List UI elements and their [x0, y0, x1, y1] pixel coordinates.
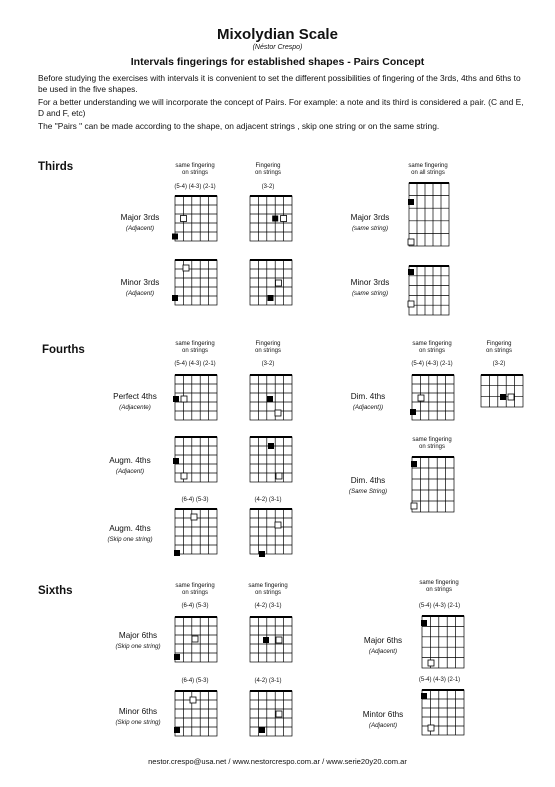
filled-square-marker — [411, 461, 417, 467]
fretboard-grid — [481, 375, 523, 407]
fretboard-grid — [412, 457, 454, 512]
filled-square-marker — [421, 693, 427, 699]
filled-square-marker — [172, 295, 178, 301]
fretboard-grid — [250, 509, 292, 554]
fretboard-grid — [250, 617, 292, 662]
fretboard-diagram — [250, 375, 292, 420]
open-square-marker — [192, 636, 198, 642]
label-skip-one-string: (Skip one string) — [115, 719, 161, 726]
label-dim-4ths: Dim. 4ths — [350, 392, 386, 401]
filled-square-marker — [174, 550, 180, 556]
page-title: Mixolydian Scale — [217, 26, 338, 43]
header-same-fingering: same fingering on strings — [248, 583, 288, 596]
open-square-marker — [276, 637, 282, 643]
fretboard-diagram — [175, 509, 217, 554]
filled-square-marker — [263, 637, 269, 643]
header-fingering: Fingering on strings — [485, 341, 512, 354]
label-same-string: (Same String) — [348, 488, 388, 495]
string-set-label: (3-2) — [261, 361, 275, 367]
open-square-marker — [190, 697, 196, 703]
header-same-fingering: same fingering on strings — [412, 437, 452, 450]
open-square-marker — [275, 410, 281, 416]
header-fingering: Fingering on strings — [254, 341, 281, 354]
filled-square-marker — [173, 458, 179, 464]
label-minor-3rds: Minor 3rds — [120, 278, 160, 287]
header-same-fingering: same fingering on strings — [412, 341, 452, 354]
footer-contact: nestor.crespo@usa.net / www.nestorcrespo.com.ar / www.serie20y20.com.ar — [148, 757, 407, 766]
section-fourths: Fourths — [42, 344, 85, 356]
filled-square-marker — [174, 727, 180, 733]
fretboard-diagram — [175, 437, 217, 482]
fretboard-grid — [409, 183, 449, 246]
header-same-fingering: same fingering on strings — [175, 341, 215, 354]
header-same-fingering: same fingering on strings — [419, 580, 459, 593]
intro-paragraph-1: Before studying the exercises with intervals it is convenient to set the different possibilities of fingering of the 3rds, 4ths and 6ths to be used in the five shapes. — [38, 73, 521, 94]
fretboard-grid — [175, 260, 217, 305]
fretboard-grid — [250, 691, 292, 736]
fretboard-diagram — [175, 617, 217, 662]
fretboard-diagram — [412, 375, 454, 420]
label-minor-3rds: Minor 3rds — [350, 278, 390, 287]
label-mintor-6ths: Mintor 6ths — [362, 710, 404, 719]
open-square-marker — [428, 660, 434, 666]
string-set-label: (6-4) (5-3) — [181, 678, 209, 684]
string-set-label: (4-2) (3-1) — [254, 497, 282, 503]
string-set-label: (6-4) (5-3) — [181, 497, 209, 503]
filled-square-marker — [408, 199, 414, 205]
open-square-marker — [428, 725, 434, 731]
header-same-fingering: same fingering on strings — [175, 583, 215, 596]
string-set-label: (3-2) — [492, 361, 506, 367]
fretboard-diagram — [250, 509, 292, 554]
author: (Néstor Crespo) — [252, 44, 303, 51]
intro-paragraph-3: The "Pairs " can be made according to the shape, on adjacent strings , skip one string or on the same string. — [38, 121, 440, 131]
fretboard-diagram — [481, 375, 523, 407]
open-square-marker — [408, 301, 414, 307]
string-set-label: (5-4) (4-3) (2-1) — [418, 677, 461, 683]
filled-square-marker — [173, 396, 179, 402]
label-minor-6ths: Minor 6ths — [118, 707, 158, 716]
fretboard-diagram — [422, 690, 464, 735]
label-skip-one-string: (Skip one string) — [115, 643, 161, 650]
label-dim-4ths: Dim. 4ths — [350, 476, 386, 485]
fretboard-diagram — [175, 196, 217, 241]
open-square-marker — [181, 396, 187, 402]
label-major-6ths: Major 6ths — [118, 631, 158, 640]
fretboard-diagram — [175, 375, 217, 420]
label-major-3rds: Major 3rds — [120, 213, 160, 222]
label-adjacent: (Adjacent) — [368, 722, 398, 729]
section-sixths: Sixths — [38, 585, 73, 597]
fretboard-diagram — [409, 266, 449, 315]
string-set-label: (5-4) (4-3) (2-1) — [174, 361, 216, 367]
label-major-6ths: Major 6ths — [363, 636, 403, 645]
fretboard-diagram — [175, 260, 217, 305]
page-subtitle: Intervals fingerings for established shapes - Pairs Concept — [130, 56, 425, 68]
filled-square-marker — [410, 409, 416, 415]
open-square-marker — [275, 522, 281, 528]
filled-square-marker — [500, 394, 506, 400]
header-same-fingering: same fingering on strings — [175, 163, 215, 176]
open-square-marker — [191, 514, 197, 520]
filled-square-marker — [268, 443, 274, 449]
string-set-label: (5-4) (4-3) (2-1) — [418, 603, 461, 609]
fretboard-diagram — [412, 457, 454, 512]
open-square-marker — [276, 280, 282, 286]
intro-paragraph-2: For a better understanding we will incorporate the concept of Pairs. For example: a note and its third is considered a pair. (C and E, D and F, etc) — [38, 97, 524, 118]
label-perfect-4ths: Perfect 4ths — [113, 392, 157, 401]
label-adjacent: (Adjacent) — [125, 225, 155, 232]
fretboard-diagram — [250, 691, 292, 736]
label-same-string: (same string) — [351, 290, 389, 297]
fretboard-diagram — [409, 183, 449, 246]
fretboard-grid — [409, 266, 449, 315]
header-fingering: Fingering on strings — [254, 163, 281, 176]
section-thirds: Thirds — [38, 161, 74, 173]
filled-square-marker — [174, 654, 180, 660]
string-set-label: (3-2) — [261, 184, 275, 190]
string-set-label: (5-4) (4-3) (2-1) — [411, 361, 453, 367]
open-square-marker — [411, 503, 417, 509]
open-square-marker — [276, 473, 282, 479]
open-square-marker — [181, 473, 187, 479]
string-set-label: (5-4) (4-3) (2-1) — [174, 184, 216, 190]
label-major-3rds: Major 3rds — [350, 213, 390, 222]
label-adjacente: (Adjacente) — [119, 404, 151, 411]
label-same-string: (same string) — [351, 225, 389, 232]
fretboard-diagram — [250, 617, 292, 662]
open-square-marker — [418, 395, 424, 401]
filled-square-marker — [268, 295, 274, 301]
filled-square-marker — [259, 551, 265, 557]
label-skip-one-string: (Skip one string) — [107, 536, 153, 543]
filled-square-marker — [408, 269, 414, 275]
filled-square-marker — [267, 396, 273, 402]
string-set-label: (4-2) (3-1) — [254, 678, 282, 684]
filled-square-marker — [272, 216, 278, 222]
filled-square-marker — [172, 234, 178, 240]
fretboard-diagram — [250, 196, 292, 241]
filled-square-marker — [421, 620, 427, 626]
open-square-marker — [408, 239, 414, 245]
open-square-marker — [276, 711, 282, 717]
string-set-label: (4-2) (3-1) — [254, 603, 282, 609]
fretboard-diagram — [422, 616, 464, 668]
fretboard-diagram — [250, 437, 292, 482]
open-square-marker — [183, 265, 189, 271]
label-adjacent: (Adjacent)) — [352, 404, 384, 411]
label-adjacent: (Adjacent) — [368, 648, 398, 655]
label-adjacent: (Adjacent) — [115, 468, 145, 475]
open-square-marker — [281, 216, 287, 222]
open-square-marker — [181, 216, 187, 222]
label-augm-4ths: Augm. 4ths — [109, 524, 151, 533]
label-adjacent: (Adjacent) — [125, 290, 155, 297]
filled-square-marker — [259, 727, 265, 733]
open-square-marker — [508, 394, 514, 400]
header-same-fingering-all: same fingering on all strings — [408, 163, 448, 176]
fretboard-diagram — [250, 260, 292, 305]
label-augm-4ths: Augm. 4ths — [109, 456, 151, 465]
string-set-label: (6-4) (5-3) — [181, 603, 209, 609]
fretboard-diagram — [175, 691, 217, 736]
